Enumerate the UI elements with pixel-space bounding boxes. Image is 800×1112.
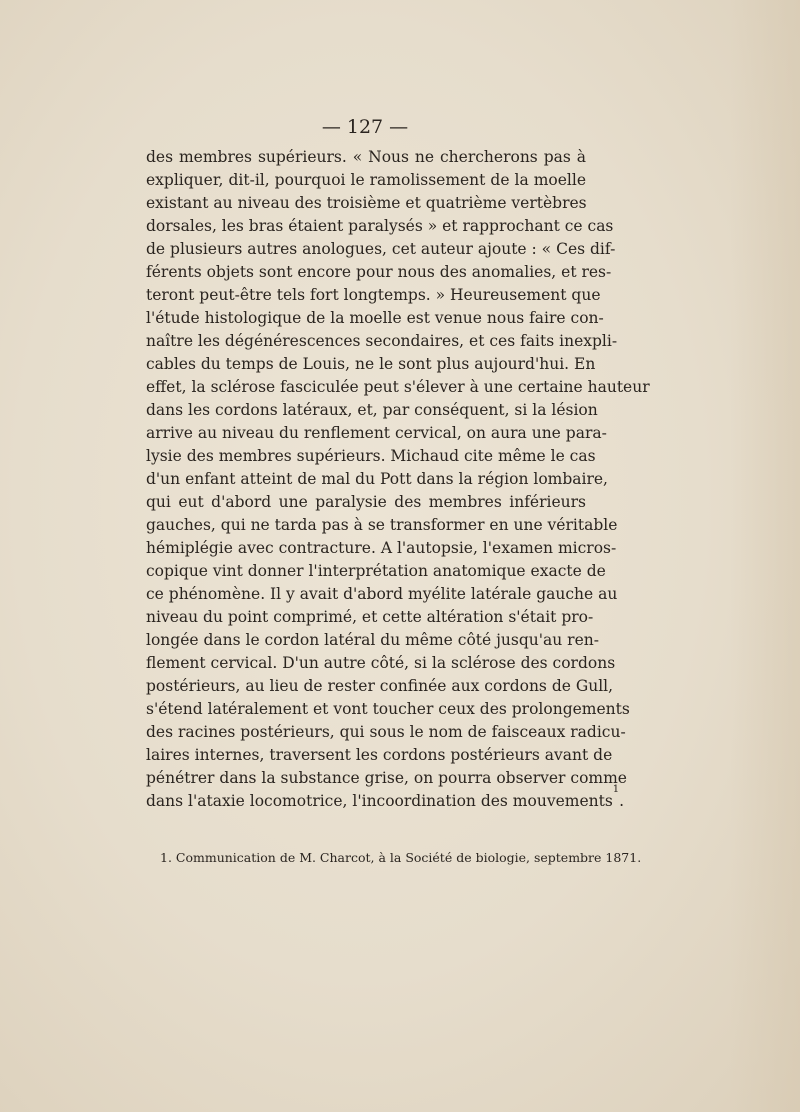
page-number: — 127 — [321,116,409,138]
text-line: naître les dégénérescences secondaires, et ces faits inexpli- [146,332,618,350]
text-line: expliquer, dit-il, pourquoi le ramolissement de la moelle [146,171,586,189]
text-line: niveau du point comprimé, et cette altération s'était pro- [146,608,594,626]
text-line: gauches, qui ne tarda pas à se transformer en une véritable [146,516,618,534]
text-line: pénétrer dans la substance grise, on pourra observer comme [146,769,627,787]
text-line: dans les cordons latéraux, et, par conséquent, si la lésion [146,401,598,419]
text-line: qui eut d'abord une paralysie des membres inférieurs [146,493,586,511]
text-line: lysie des membres supérieurs. Michaud cite même le cas [146,447,596,465]
text-line: postérieurs, au lieu de rester confinée aux cordons de Gull, [146,677,614,695]
text-line: cables du temps de Louis, ne le sont plus aujourd'hui. En [146,355,596,373]
text-line: laires internes, traversent les cordons postérieurs avant de [146,746,613,764]
text-line: arrive au niveau du renflement cervical, on aura une para- [146,424,607,442]
text-line: teront peut-être tels fort longtemps. » Heureusement que [146,286,601,304]
text-line: dorsales, les bras étaient paralysés » et rapprochant ce cas [146,217,614,235]
text-line: hémiplégie avec contracture. A l'autopsie, l'examen micros- [146,539,617,557]
text-line: s'étend latéralement et vont toucher ceux des prolongements [146,700,630,718]
text-line: existant au niveau des troisième et quatrième vertèbres [146,194,587,212]
footnote: 1. Communication de M. Charcot, à la Société de biologie, septembre 1871. [160,850,642,865]
text-line-last [146,784,625,813]
text-line: d'un enfant atteint de mal du Pott dans la région lombaire, [146,470,608,488]
text-line: copique vint donner l'interprétation anatomique exacte de [146,562,606,580]
text-line: ce phénomène. Il y avait d'abord myélite latérale gauche au [146,585,618,603]
text-line: flement cervical. D'un autre côté, si la sclérose des cordons [146,654,616,672]
text-line: longée dans le cordon latéral du même côté jusqu'au ren- [146,631,599,649]
text-line: l'étude histologique de la moelle est venue nous faire con- [146,309,604,327]
text-line: de plusieurs autres anologues, cet auteur ajoute : « Ces dif- [146,240,616,258]
text-line: effet, la sclérose fasciculée peut s'élever à une certaine hauteur [146,378,650,396]
body-text [146,146,650,813]
text-line: férents objets sont encore pour nous des anomalies, et res- [146,263,612,281]
text-line: des racines postérieurs, qui sous le nom de faisceaux radicu- [146,723,626,741]
last-line-text: dans l'ataxie locomotrice, l'incoordination des mouvements [146,792,613,810]
last-line-period: . [619,792,625,810]
footnote-marker: 1 [612,784,620,795]
paper-edge-shading [730,0,800,1112]
text-line: des membres supérieurs. « Nous ne chercherons pas à [146,148,586,166]
